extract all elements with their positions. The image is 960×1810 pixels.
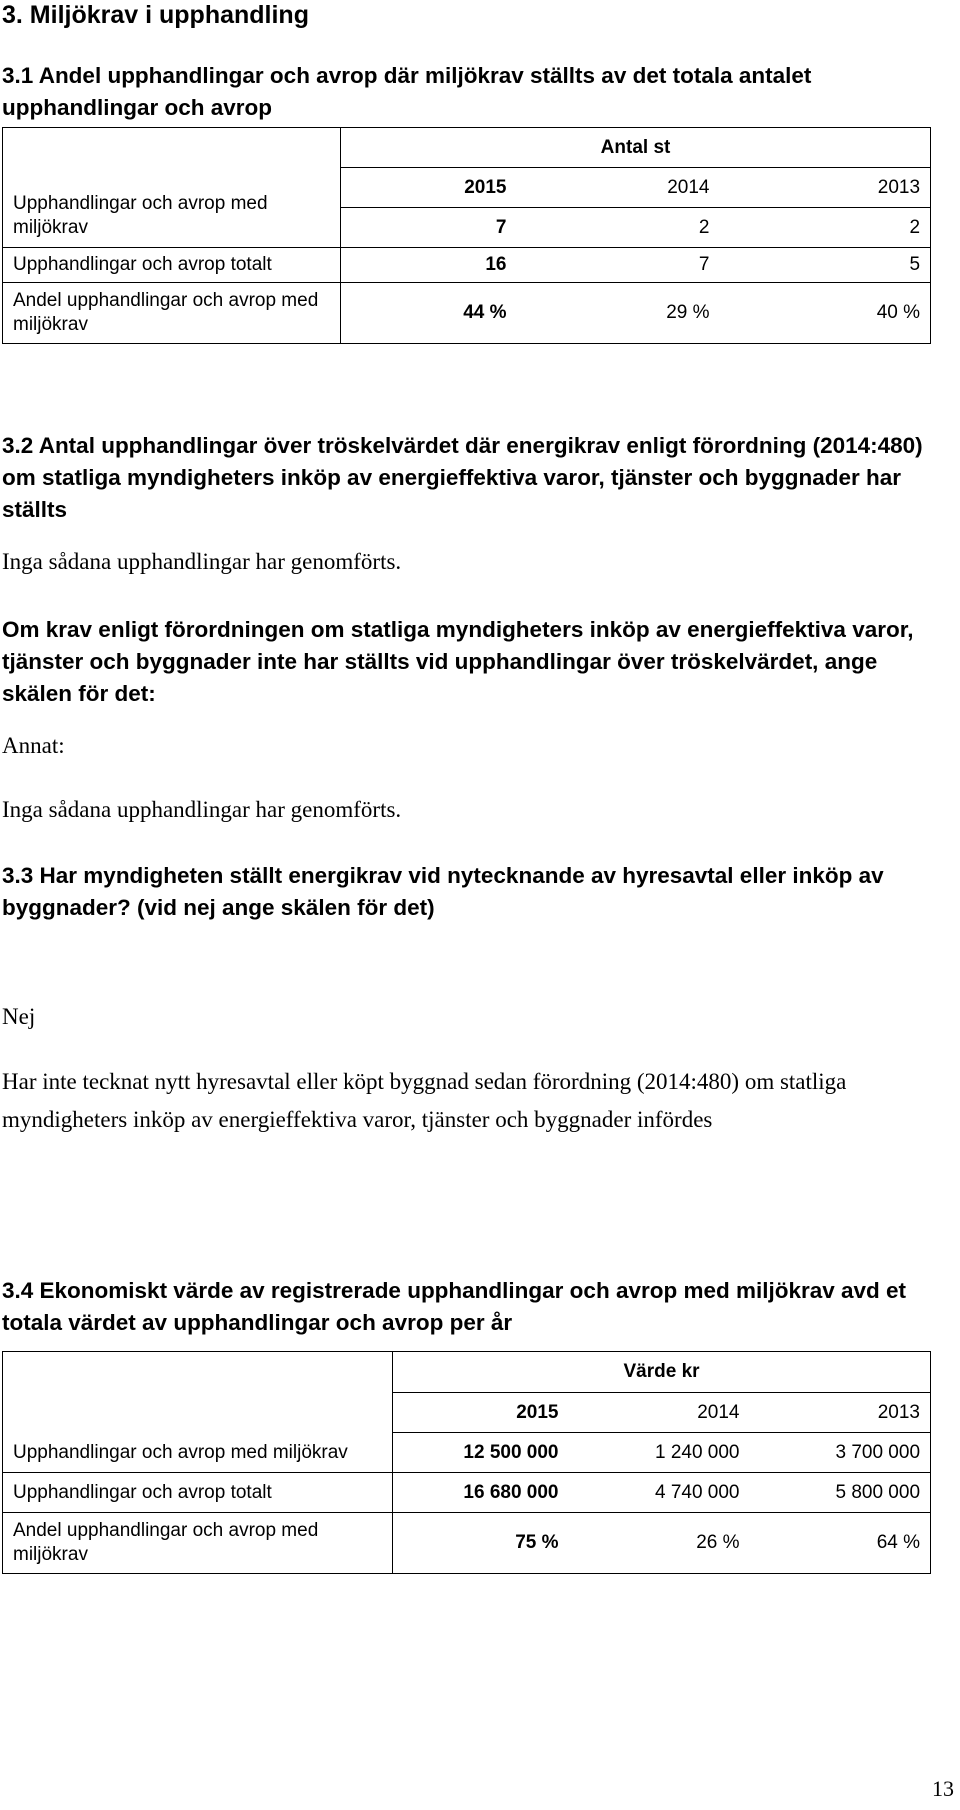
table-header-row <box>3 128 931 168</box>
cell-value: 5 800 000 <box>750 1473 931 1513</box>
answer-text: Inga sådana upphandlingar har genomförts. <box>2 549 402 574</box>
cell-value: 26 % <box>569 1513 750 1574</box>
row-label: Andel upphandlingar och avrop med miljökrav <box>3 1513 393 1574</box>
cell-value: 44 % <box>341 283 517 344</box>
cell-value: 16 <box>341 248 517 283</box>
unit-header: Värde kr <box>393 1352 931 1393</box>
answer-text: Inga sådana upphandlingar har genomförts. <box>2 797 402 822</box>
row-label: Upphandlingar och avrop med miljökrav <box>3 128 341 248</box>
cell-value: 75 % <box>393 1513 569 1574</box>
year-header: 2014 <box>517 168 720 208</box>
page-number: 13 <box>932 1776 954 1801</box>
row-label: Upphandlingar och avrop med miljökrav <box>3 1352 393 1473</box>
sub-question: Om krav enligt förordningen om statliga myndigheters inköp av energieffektiva varor, tjänster och byggnader inte har ställts vid upphandlingar över tröskelvärdet, ange skälen för det: <box>2 617 914 706</box>
answer-text: Nej <box>2 1004 36 1029</box>
cell-value: 16 680 000 <box>393 1473 569 1513</box>
unit-header: Antal st <box>341 128 931 168</box>
note-text: Har inte tecknat nytt hyresavtal eller köpt byggnad sedan förordning (2014:480) om statliga myndigheters inköp av energieffektiva varor, tjänster och byggnader infördes <box>2 1069 847 1132</box>
cell-value: 2 <box>720 208 931 248</box>
year-header: 2013 <box>720 168 931 208</box>
section-3-4-title: 3.4 Ekonomiskt värde av registrerade upphandlingar och avrop med miljökrav avd et totala värdet av upphandlingar och avrop per år <box>2 1278 907 1335</box>
table-row <box>3 248 931 283</box>
table-row <box>3 1513 931 1574</box>
cell-value: 4 740 000 <box>569 1473 750 1513</box>
year-header: 2015 <box>341 168 517 208</box>
cell-value: 3 700 000 <box>750 1433 931 1473</box>
year-header: 2015 <box>393 1393 569 1433</box>
section-3-1-title: 3.1 Andel upphandlingar och avrop där miljökrav ställts av det totala antalet upphandlingar och avrop <box>2 63 812 120</box>
year-header: 2013 <box>750 1393 931 1433</box>
cell-value: 12 500 000 <box>393 1433 569 1473</box>
annat-label: Annat: <box>2 733 65 758</box>
cell-value: 64 % <box>750 1513 931 1574</box>
year-header: 2014 <box>569 1393 750 1433</box>
section-3-2-title: 3.2 Antal upphandlingar över tröskelvärdet där energikrav enligt förordning (2014:480) om statliga myndigheters inköp av energieffektiva varor, tjänster och byggnader har ställts <box>2 433 923 522</box>
cell-value: 2 <box>517 208 720 248</box>
cell-value: 29 % <box>517 283 720 344</box>
cell-value: 40 % <box>720 283 931 344</box>
cell-value: 7 <box>517 248 720 283</box>
row-label: Upphandlingar och avrop totalt <box>3 1473 393 1513</box>
cell-value: 7 <box>341 208 517 248</box>
table-row <box>3 1473 931 1513</box>
row-label: Upphandlingar och avrop totalt <box>3 248 341 283</box>
table-row <box>3 283 931 344</box>
table-3-4 <box>2 1351 931 1574</box>
row-label: Andel upphandlingar och avrop med miljökrav <box>3 283 341 344</box>
section-heading: 3. Miljökrav i upphandling <box>2 1 309 29</box>
table-header-row <box>3 1352 931 1393</box>
table-3-1 <box>2 127 931 344</box>
section-3-3-title: 3.3 Har myndigheten ställt energikrav vid nytecknande av hyresavtal eller inköp av byggnader? (vid nej ange skälen för det) <box>2 863 884 920</box>
cell-value: 5 <box>720 248 931 283</box>
cell-value: 1 240 000 <box>569 1433 750 1473</box>
